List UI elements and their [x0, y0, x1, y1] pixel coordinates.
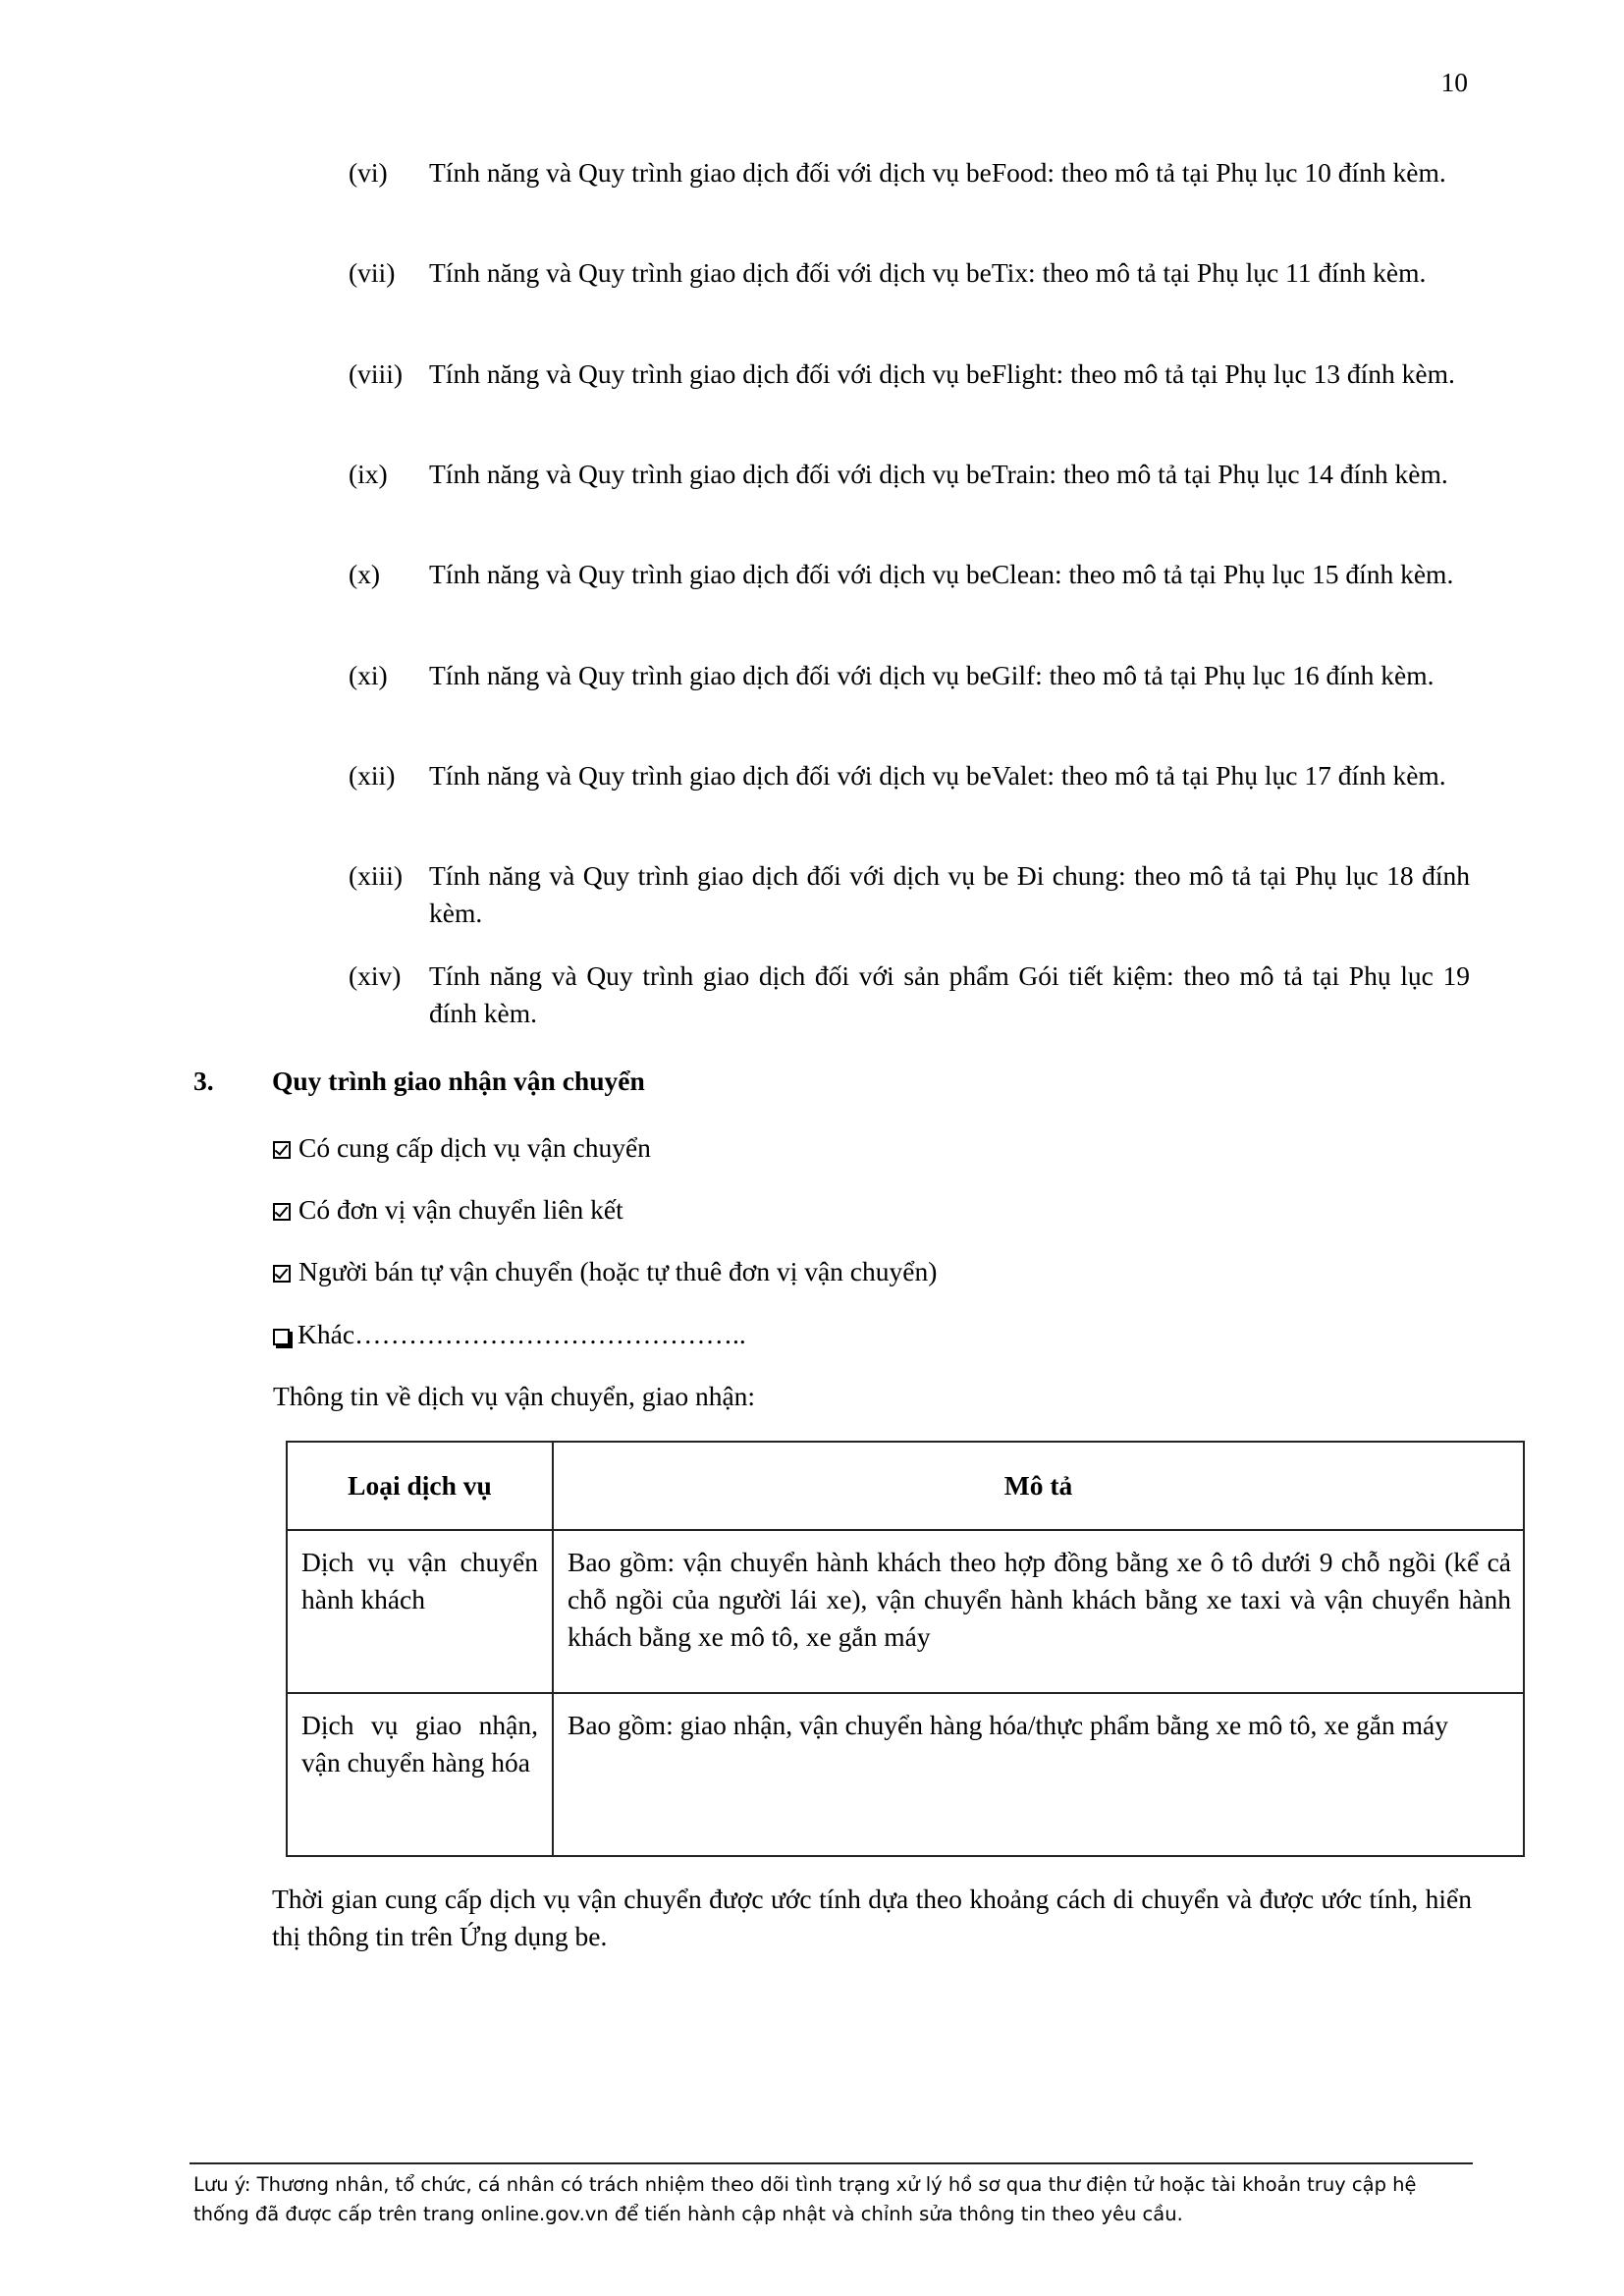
list-item-label: (xiii) [349, 860, 403, 891]
list-item [349, 154, 1470, 191]
closing-paragraph: Thời gian cung cấp dịch vụ vận chuyển được ước tính dựa theo khoảng cách di chuyển và được ước tính, hiển thị thông tin trên Ứng dụng be. [272, 1884, 1472, 1951]
footer-divider [189, 2162, 1473, 2164]
option-shipping-provided[interactable] [273, 1129, 651, 1167]
table-intro: Thông tin về dịch vụ vận chuyển, giao nhận: [273, 1381, 756, 1411]
option-label: Người bán tự vận chuyển (hoặc tự thuê đơn vị vận chuyển) [298, 1256, 938, 1286]
table-cell [553, 1693, 1524, 1856]
option-label: Có đơn vị vận chuyển liên kết [298, 1194, 623, 1225]
table-cell [287, 1530, 553, 1693]
list-item [349, 254, 1470, 292]
list-item [349, 757, 1470, 794]
section-number: 3. [193, 1066, 214, 1096]
list-item-label: (vi) [349, 157, 388, 188]
option-other[interactable] [273, 1316, 746, 1353]
list-item [349, 556, 1470, 593]
shipping-services-table [286, 1441, 1525, 1857]
service-type: Dịch vụ giao nhận, vận chuyển hàng hóa [301, 1710, 538, 1777]
table-cell [287, 1693, 553, 1856]
list-item-label: (ix) [349, 459, 388, 489]
list-item-text: Tính năng và Quy trình giao dịch đối với dịch vụ beClean: theo mô tả tại Phụ lục 15 đính kèm. [429, 559, 1454, 589]
checkbox-checked-icon[interactable] [273, 1141, 291, 1159]
checkbox-checked-icon[interactable] [273, 1203, 291, 1221]
list-item [349, 355, 1470, 393]
list-item-text: Tính năng và Quy trình giao dịch đối với dịch vụ beFood: theo mô tả tại Phụ lục 10 đính kèm. [429, 157, 1446, 188]
option-label: Khác…………………………………….. [298, 1319, 746, 1349]
option-label: Có cung cấp dịch vụ vận chuyển [298, 1132, 651, 1163]
option-linked-carrier[interactable] [273, 1191, 623, 1229]
list-item-label: (xiv) [349, 960, 402, 991]
list-item-text: Tính năng và Quy trình giao dịch đối với dịch vụ beValet: theo mô tả tại Phụ lục 17 đính kèm. [429, 760, 1446, 791]
list-item-label: (xii) [349, 760, 396, 791]
option-seller-self-ship[interactable] [273, 1253, 937, 1290]
table-header-row [287, 1442, 1524, 1530]
page-number: 10 [1440, 67, 1468, 97]
footer-note: Lưu ý: Thương nhân, tổ chức, cá nhân có trách nhiệm theo dõi tình trạng xử lý hồ sơ qua thư điện tử hoặc tài khoản truy cập hệ thống đã được cấp trên trang online.gov.vn để tiến hành cập nhật và chỉnh sửa thông tin theo yêu cầu. [193, 2173, 1417, 2225]
section-title: Quy trình giao nhận vận chuyển [272, 1066, 645, 1096]
list-item-label: (x) [349, 559, 381, 589]
table-row [287, 1693, 1524, 1856]
column-header-service-type: Loại dịch vụ [287, 1442, 553, 1530]
list-item [349, 657, 1470, 694]
list-item-text: Tính năng và Quy trình giao dịch đối với sản phẩm Gói tiết kiệm: theo mô tả tại Phụ lục 19 đính kèm. [429, 960, 1470, 1028]
service-description: Bao gồm: vận chuyển hành khách theo hợp đồng bằng xe ô tô dưới 9 chỗ ngồi (kể cả chỗ ngồi của người lái xe), vận chuyển hành khách bằng xe taxi và vận chuyển hành khách bằng xe mô tô, xe gắn máy [568, 1547, 1511, 1652]
list-item-text: Tính năng và Quy trình giao dịch đối với dịch vụ beTix: theo mô tả tại Phụ lục 11 đính kèm. [429, 257, 1427, 288]
checkbox-checked-icon[interactable] [273, 1265, 291, 1283]
list-item [349, 857, 1470, 932]
list-item-label: (vii) [349, 257, 396, 288]
list-item-label: (viii) [349, 358, 403, 389]
list-item [349, 456, 1470, 493]
list-item-label: (xi) [349, 660, 388, 690]
list-item-text: Tính năng và Quy trình giao dịch đối với dịch vụ be Đi chung: theo mô tả tại Phụ lục 18 đính kèm. [429, 860, 1470, 928]
table-row [287, 1530, 1524, 1693]
checkbox-unchecked-icon[interactable] [273, 1329, 290, 1345]
list-item-text: Tính năng và Quy trình giao dịch đối với dịch vụ beFlight: theo mô tả tại Phụ lục 13 đính kèm. [429, 358, 1455, 389]
list-item-text: Tính năng và Quy trình giao dịch đối với dịch vụ beTrain: theo mô tả tại Phụ lục 14 đính kèm. [429, 459, 1448, 489]
column-header-description: Mô tả [553, 1442, 1524, 1530]
list-item [349, 957, 1470, 1032]
list-item-text: Tính năng và Quy trình giao dịch đối với dịch vụ beGilf: theo mô tả tại Phụ lục 16 đính kèm. [429, 660, 1435, 690]
table-cell [553, 1530, 1524, 1693]
service-description: Bao gồm: giao nhận, vận chuyển hàng hóa/thực phẩm bằng xe mô tô, xe gắn máy [568, 1710, 1448, 1740]
service-type: Dịch vụ vận chuyển hành khách [301, 1547, 538, 1614]
